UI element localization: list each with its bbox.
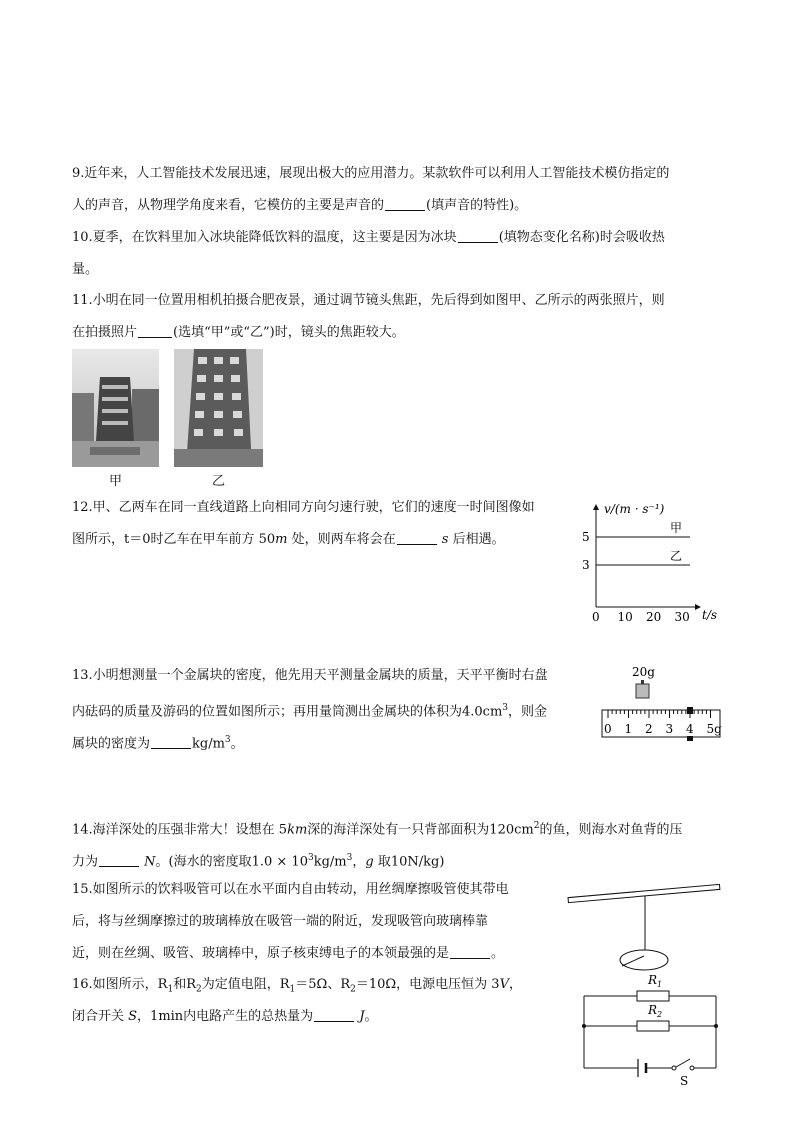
- beam-label-2: 2: [645, 722, 653, 736]
- rider-bottom: [687, 736, 693, 741]
- q15-text-a: 近，则在丝绸、吸管、玻璃棒中，原子核束缚电子的本领最强的是: [72, 946, 450, 961]
- r2-label: $R_2$: [648, 1003, 663, 1019]
- rider-top: [687, 707, 693, 714]
- q14-text-d: 力为: [72, 854, 99, 870]
- q9-text-b: (填声音的特性)。: [426, 198, 528, 213]
- switch-pivot: [672, 1066, 676, 1070]
- vt-x-label: t/s: [702, 608, 718, 622]
- beam-label-1: 1: [624, 722, 633, 736]
- q10-line2: 量。: [72, 262, 99, 277]
- q9-line2: [72, 197, 527, 215]
- q16-text-b: 和R: [173, 977, 196, 992]
- base-plate: [620, 950, 668, 970]
- q11-text-a: 在拍摄照片: [72, 325, 138, 340]
- q14-sup-3: 3: [346, 853, 353, 863]
- q14-line1: [72, 817, 682, 839]
- photo-b: [174, 349, 263, 467]
- straw: [568, 884, 720, 902]
- balance-figure: [596, 660, 724, 744]
- q10-text-a: 10.夏季，在饮料里加入冰块能降低饮料的温度，这主要是因为冰块: [72, 230, 457, 245]
- q15-line1: 15.如图所示的饮料吸管可以在水平面内自由转动，用丝绸摩擦吸管使其带电: [72, 882, 509, 897]
- q16-sub-1: 1: [167, 984, 174, 995]
- q12-line1: 12.甲、乙两车在同一直线道路上向相同方向匀速行驶，它们的速度一时间图像如: [72, 500, 535, 515]
- r1-label: $R_1$: [648, 973, 663, 989]
- q13-text-d: kg/m: [192, 736, 225, 752]
- q16-answer-blank[interactable]: [314, 1008, 354, 1022]
- vt-ticks: [582, 530, 690, 624]
- q16-text-f: ，: [508, 977, 522, 992]
- q13-text-b: ，则金: [508, 704, 548, 720]
- q9-text-a: 人的声音，从物理学角度来看，它模仿的主要是声音的: [72, 198, 385, 213]
- beam-label-4: 4: [686, 722, 694, 736]
- q12-text-d: 后相遇。: [448, 532, 505, 547]
- q16-text-c: 为定值电阻，R: [201, 977, 290, 992]
- junction-left: [582, 1024, 586, 1028]
- q16-var-s: S: [128, 1009, 138, 1024]
- q13-text-e: 。: [230, 736, 244, 752]
- q14-text-e: 。(海水的密度取1.0 × 10: [155, 854, 308, 870]
- q14-text-b: 深的海洋深处有一只背部面积为120cm: [307, 822, 534, 838]
- q10-line1: [72, 229, 665, 247]
- q15-answer-blank[interactable]: [450, 945, 490, 959]
- switch-label: S: [680, 1074, 689, 1088]
- q16-unit-j: J: [359, 1009, 365, 1024]
- q12-unit-m: m: [275, 532, 288, 547]
- q10-answer-blank[interactable]: [458, 229, 498, 243]
- q14-text-g: ，: [352, 854, 366, 870]
- q15-line2: 后，将与丝绸摩擦过的玻璃棒放在吸管一端的附近，发现吸管向玻璃棒靠: [72, 914, 489, 929]
- vt-series: [596, 521, 690, 565]
- junction-right: [714, 1024, 718, 1028]
- vt-x-tick-10: 10: [617, 610, 633, 624]
- q16-sub-4: 2: [350, 984, 356, 995]
- q12-text-b: 处，则两车将会在: [287, 532, 396, 547]
- vt-series-label-0: 甲: [670, 521, 683, 535]
- q14-line2: [72, 849, 444, 871]
- q16-text-g: 闭合开关: [72, 1009, 129, 1024]
- q13-line1: 13.小明想测量一个金属块的密度，他先用天平测量金属块的质量，天平平衡时右盘: [72, 668, 548, 683]
- photo-b-caption: 乙: [212, 474, 226, 489]
- q16-line2: [72, 1008, 378, 1026]
- photo-b-image: [174, 349, 263, 467]
- beam-label-5: 5g: [706, 722, 722, 736]
- q16-text-d: ＝5Ω、R: [295, 977, 351, 992]
- q9-line1: 9.近年来，人工智能技术发展迅速，展现出极大的应用潜力。某款软件可以利用人工智能技术模仿指定的: [72, 166, 670, 181]
- q16-sub-2: 2: [196, 984, 202, 995]
- beam-scale: [602, 710, 720, 737]
- vt-y-label: v/(m · s⁻¹): [604, 502, 665, 516]
- straw-figure: [564, 878, 724, 974]
- q16-text-i: 。: [364, 1009, 378, 1024]
- circuit-figure: [580, 972, 720, 1090]
- vt-graph: [570, 495, 730, 625]
- switch-contact: [690, 1066, 694, 1070]
- weight-knob: [641, 680, 644, 684]
- weight-block: [636, 684, 649, 698]
- q11-line2: [72, 324, 405, 342]
- resistor-r1: [637, 991, 669, 1001]
- q16-text-a: 16.如图所示，R: [72, 977, 168, 992]
- beam-label-0: 0: [604, 722, 612, 736]
- q15-line3: [72, 945, 504, 963]
- vt-x-tick-30: 30: [674, 610, 690, 624]
- q14-unit-km: km: [287, 822, 308, 838]
- q14-sup-2: 3: [307, 853, 314, 863]
- q12-text-a: 图所示，t＝0时乙车在甲车前方 50: [72, 532, 276, 547]
- q13-answer-blank[interactable]: [151, 735, 191, 749]
- photo-a-image: [72, 349, 159, 467]
- q11-line1: 11.小明在同一位置用相机拍摄合肥夜景，通过调节镜头焦距，先后得到如图甲、乙所示的两张照片，则: [72, 293, 665, 308]
- q14-sup-1: 2: [533, 821, 540, 831]
- beam-label-3: 3: [665, 722, 674, 736]
- q13-sup-1: 3: [502, 703, 509, 713]
- q14-text-h: 取10N/kg): [373, 854, 445, 870]
- q12-unit-s: s: [441, 532, 449, 547]
- q15-text-b: 。: [491, 946, 505, 961]
- q13-line3: [72, 731, 244, 753]
- q14-text-c: 的鱼，则海水对鱼背的压: [539, 822, 683, 838]
- q13-line2: [72, 699, 547, 721]
- q14-unit-n: N: [144, 854, 156, 870]
- q16-text-e: ＝10Ω，电源电压恒为 3: [355, 977, 500, 992]
- q13-text-a: 内砝码的质量及游码的位置如图所示；再用量筒测出金属块的体积为4.0cm: [72, 704, 503, 720]
- q11-text-b: (选填“甲”或“乙”)时，镜头的焦距较大。: [173, 325, 405, 340]
- q12-answer-blank[interactable]: [397, 531, 437, 545]
- vt-x-tick-20: 20: [645, 610, 662, 624]
- q13-sup-2: 3: [224, 735, 231, 745]
- vt-series-label-1: 乙: [670, 549, 683, 563]
- q10-text-b: (填物态变化名称)时会吸收热: [498, 230, 665, 245]
- q13-text-c: 属块的密度为: [72, 736, 151, 752]
- vt-x-tick-0: 0: [592, 610, 600, 624]
- q14-text-f: kg/m: [313, 854, 347, 870]
- q14-text-a: 14.海洋深处的压强非常大！设想在 5: [72, 822, 288, 838]
- q11-answer-blank[interactable]: [138, 324, 172, 338]
- switch-lever: [676, 1059, 690, 1067]
- photo-a: [72, 349, 159, 467]
- vt-y-tick-3: 3: [582, 558, 590, 572]
- weight-label: 20g: [632, 665, 655, 679]
- vt-y-tick-5: 5: [582, 530, 590, 544]
- q12-line2: [72, 531, 505, 549]
- q16-line1: [72, 976, 522, 999]
- resistor-r2: [637, 1021, 669, 1031]
- q16-text-h: ，1min内电路产生的总热量为: [137, 1009, 314, 1024]
- photo-a-caption: 甲: [109, 474, 123, 489]
- q9-answer-blank[interactable]: [385, 197, 425, 211]
- q16-sub-3: 1: [289, 984, 296, 995]
- q16-unit-v: V: [499, 977, 509, 992]
- q14-var-g: g: [365, 854, 374, 870]
- q14-answer-blank[interactable]: [99, 853, 139, 867]
